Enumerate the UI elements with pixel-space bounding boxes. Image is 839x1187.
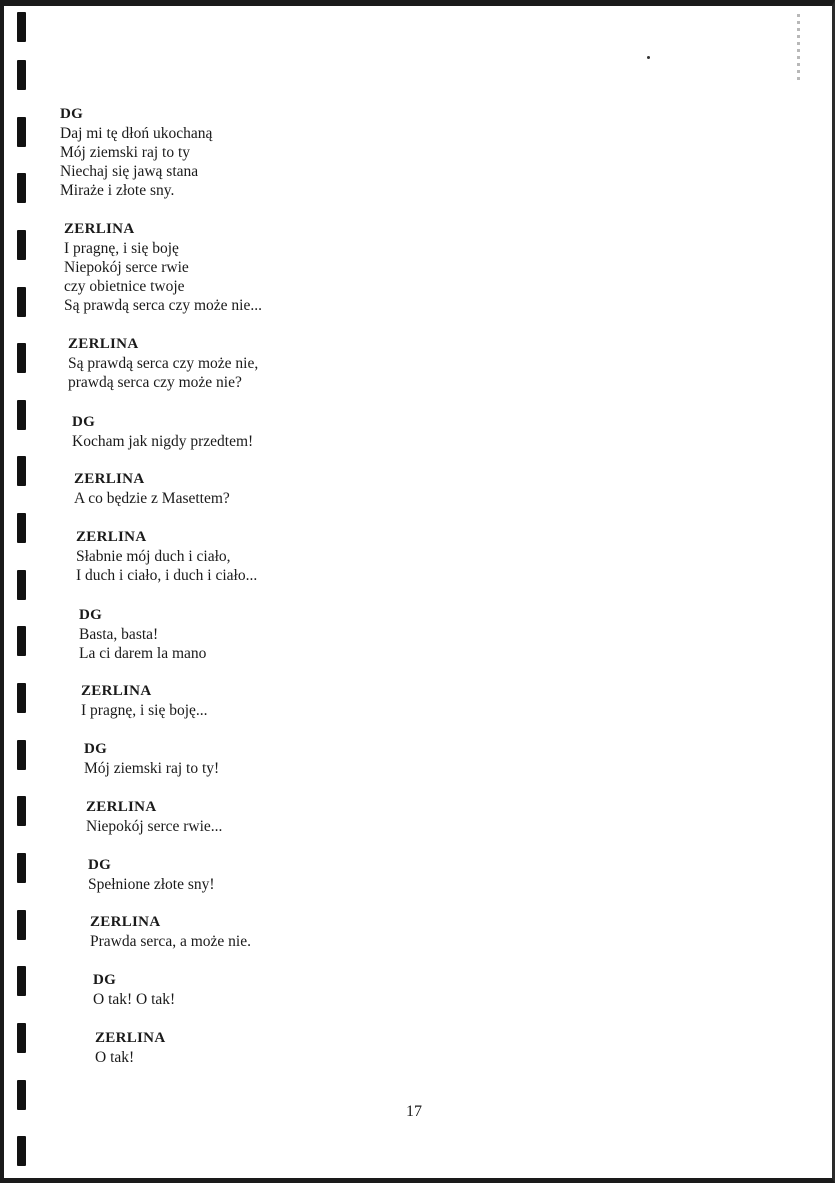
binding-hole: [17, 966, 26, 996]
lyric-line: Basta, basta!: [79, 626, 159, 643]
dialogue-block: [72, 413, 253, 451]
dialogue-block: [93, 971, 175, 1009]
scan-speck: [647, 56, 650, 59]
binding-hole: [17, 60, 26, 90]
lyric-line: I pragnę, i się boję...: [81, 702, 208, 719]
lyric-line: Są prawdą serca czy może nie...: [64, 297, 262, 314]
dialogue-block: [60, 105, 212, 200]
lyric-line: La ci darem la mano: [79, 645, 207, 662]
lyric-line: O tak!: [95, 1049, 135, 1066]
speaker-name: ZERLINA: [64, 221, 135, 237]
speaker-name: ZERLINA: [95, 1030, 166, 1046]
binding-hole: [17, 12, 26, 42]
page-number: 17: [406, 1103, 422, 1120]
binding-hole: [17, 230, 26, 260]
binding-holes: [17, 0, 31, 1187]
binding-hole: [17, 513, 26, 543]
lyric-line: czy obietnice twoje: [64, 278, 185, 295]
dialogue-block: [90, 913, 251, 951]
dialogue-block: [74, 470, 230, 508]
speaker-name: ZERLINA: [86, 799, 157, 815]
speaker-name: DG: [88, 857, 112, 873]
dialogue-block: [81, 682, 208, 720]
binding-hole: [17, 400, 26, 430]
binding-hole: [17, 287, 26, 317]
speaker-name: ZERLINA: [81, 683, 152, 699]
binding-hole: [17, 626, 26, 656]
binding-hole: [17, 796, 26, 826]
speaker-name: ZERLINA: [74, 471, 145, 487]
speaker-name: ZERLINA: [68, 336, 139, 352]
lyric-line: I duch i ciało, i duch i ciało...: [76, 567, 258, 584]
binding-hole: [17, 1136, 26, 1166]
binding-hole: [17, 173, 26, 203]
speaker-name: DG: [60, 106, 84, 122]
binding-hole: [17, 343, 26, 373]
speaker-name: DG: [93, 972, 117, 988]
dialogue-block: [76, 528, 257, 585]
binding-hole: [17, 1023, 26, 1053]
lyric-line: Niepokój serce rwie: [64, 259, 189, 276]
speaker-name: ZERLINA: [90, 914, 161, 930]
lyric-line: Mój ziemski raj to ty!: [84, 760, 220, 777]
binding-hole: [17, 683, 26, 713]
lyric-line: Są prawdą serca czy może nie,: [68, 355, 259, 372]
binding-hole: [17, 456, 26, 486]
lyric-line: Spełnione złote sny!: [88, 876, 215, 893]
lyric-line: Prawda serca, a może nie.: [90, 933, 251, 950]
lyric-line: Daj mi tę dłoń ukochaną: [60, 125, 213, 142]
speaker-name: DG: [72, 414, 96, 430]
dialogue-block: [88, 856, 215, 894]
speaker-name: ZERLINA: [76, 529, 147, 545]
binding-hole: [17, 1080, 26, 1110]
binding-hole: [17, 910, 26, 940]
dialogue-block: [79, 606, 206, 663]
dialogue-block: [68, 335, 258, 392]
lyric-line: I pragnę, i się boję: [64, 240, 179, 257]
binding-hole: [17, 740, 26, 770]
dialogue-block: [84, 740, 219, 778]
speaker-name: DG: [84, 741, 108, 757]
dialogue-block: [95, 1029, 165, 1067]
dialogue-block: [64, 220, 262, 315]
lyric-line: Miraże i złote sny.: [60, 182, 175, 199]
lyric-line: Mój ziemski raj to ty: [60, 144, 191, 161]
lyric-line: Niechaj się jawą stana: [60, 163, 199, 180]
binding-hole: [17, 570, 26, 600]
speaker-name: DG: [79, 607, 103, 623]
lyric-line: Słabnie mój duch i ciało,: [76, 548, 231, 565]
binding-hole: [17, 117, 26, 147]
scan-edge-marks: [797, 14, 800, 84]
lyric-line: Niepokój serce rwie...: [86, 818, 223, 835]
binding-hole: [17, 853, 26, 883]
lyric-line: O tak! O tak!: [93, 991, 176, 1008]
lyric-line: prawdą serca czy może nie?: [68, 374, 242, 391]
lyric-line: Kocham jak nigdy przedtem!: [72, 433, 254, 450]
dialogue-block: [86, 798, 222, 836]
lyric-line: A co będzie z Masettem?: [74, 490, 230, 507]
